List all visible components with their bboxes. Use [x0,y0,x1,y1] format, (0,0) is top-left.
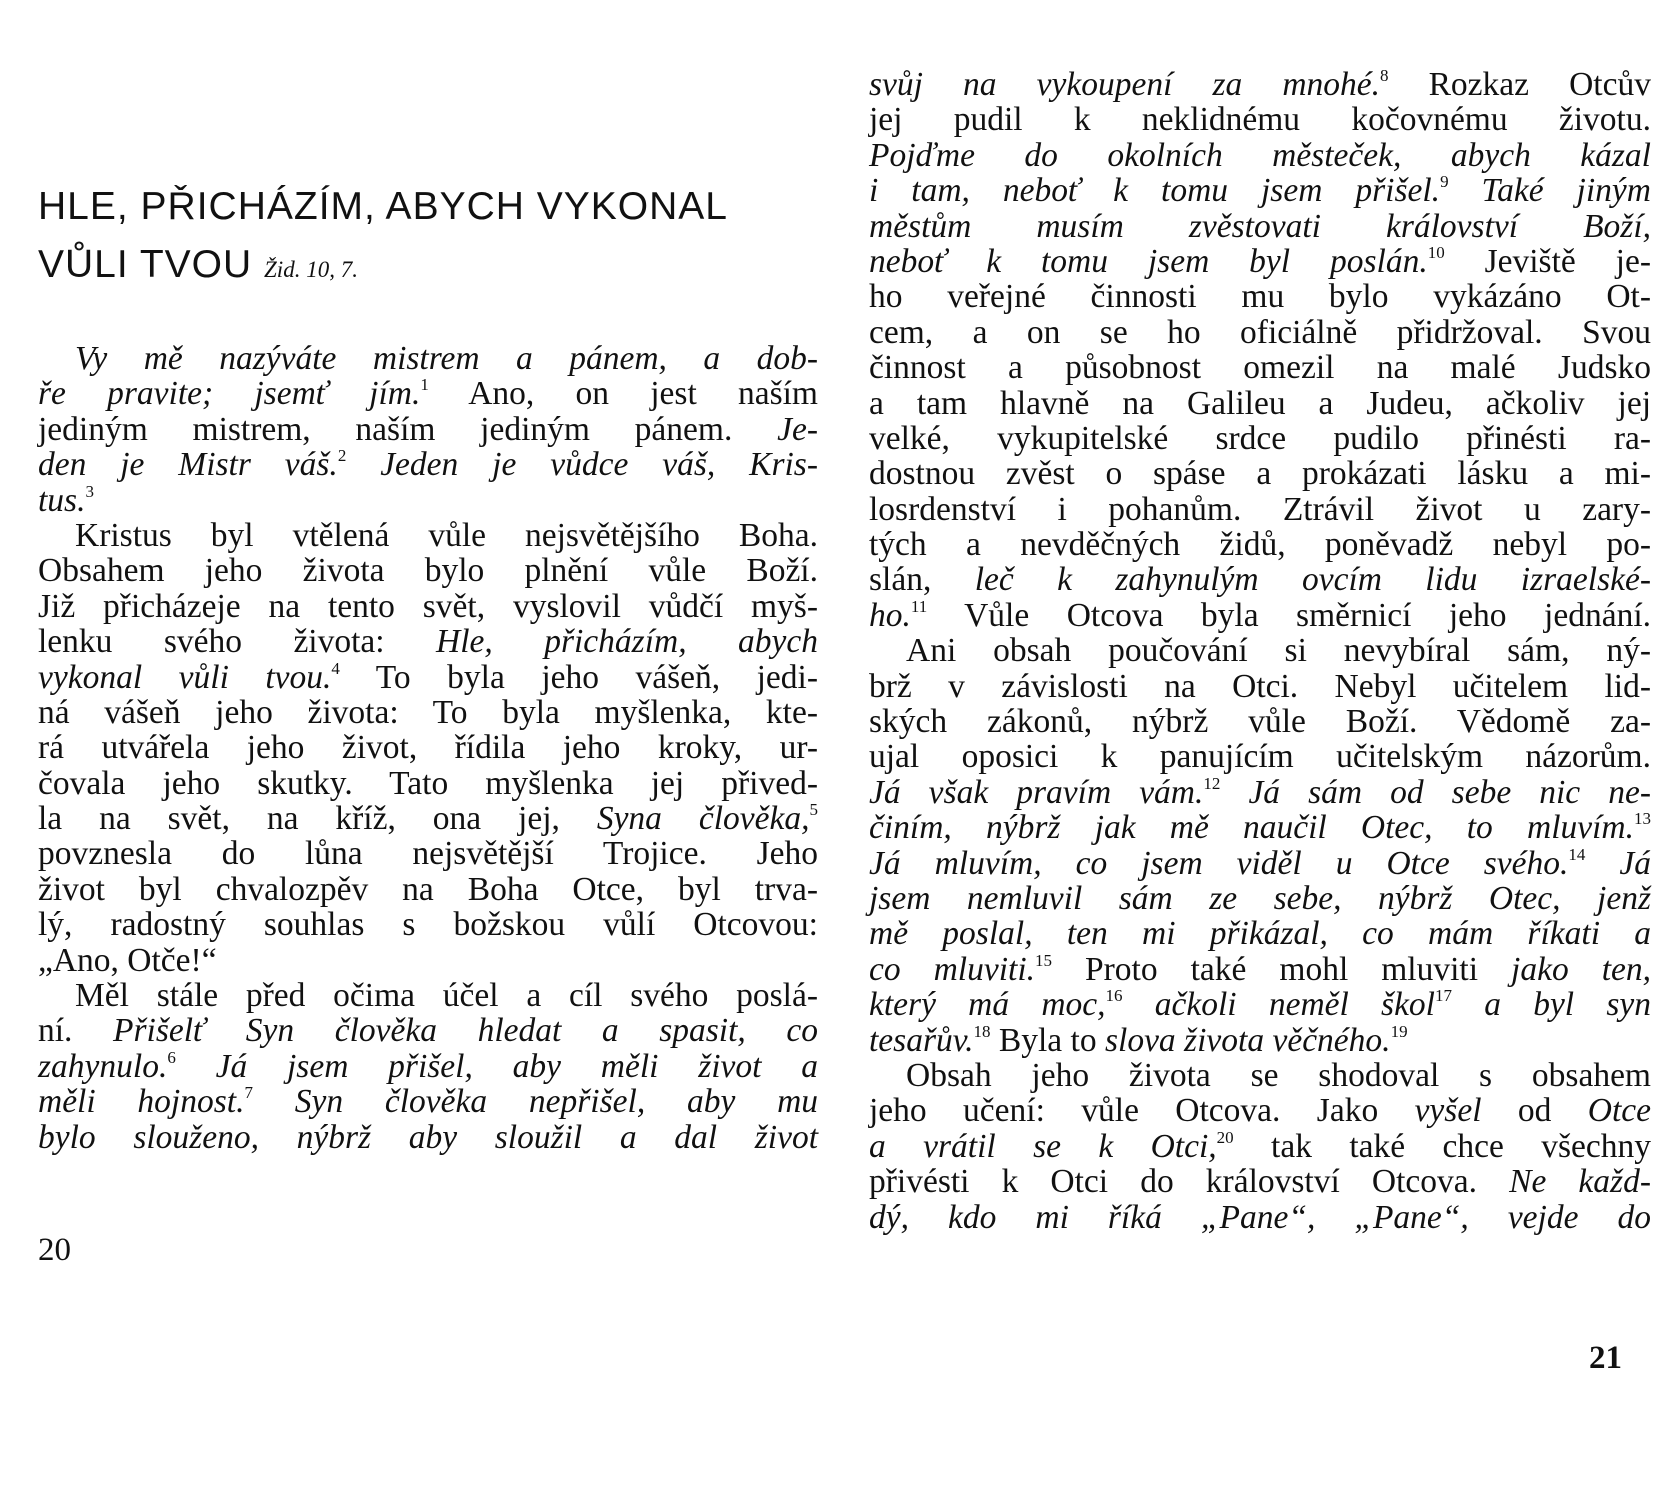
italic-text-run: i tam, neboť k tomu jsem přišel. [869,172,1441,210]
text-run: činnost a působnost omezil na malé Judsko [869,349,1651,387]
text-line [869,492,1651,527]
text-line [38,483,818,518]
italic-text-run: Já však pravím vám. [869,773,1204,811]
footnote-marker: 19 [1390,1021,1408,1041]
text-line [38,907,818,942]
footnote-marker: 6 [167,1047,176,1067]
text-line [869,704,1651,739]
text-line [38,1049,818,1084]
italic-text-run: neboť k tomu jsem byl poslán. [869,242,1428,280]
text-run: Ani obsah poučování si nevybíral sám, ný- [906,632,1651,670]
footnote-marker: 12 [1203,773,1221,793]
footnote-marker: 11 [910,596,928,616]
italic-text-run: měli hojnost. [38,1083,245,1121]
heading-line-2: VŮLI TVOU [38,243,253,286]
text-run: Obsah jeho života se shodoval s obsahem [906,1056,1651,1094]
italic-text-run: Vy mě nazýváte mistrem a pánem, a dob- [75,340,818,377]
text-run: Proto také mohl mluviti [1052,950,1512,988]
text-run: Obsahem jeho života bylo plnění vůle Boží. [38,552,818,590]
text-line [869,279,1651,314]
text-line [869,775,1651,810]
footnote-marker: 13 [1634,809,1651,829]
right-page [836,0,1672,1501]
text-run: brž v závislosti na Otci. Nebyl učitelem lid- [869,667,1651,705]
text-run: Ano, on jest naším [428,375,818,413]
italic-text-run: a byl syn [1452,986,1651,1024]
text-line [38,695,818,730]
text-line [38,1120,818,1155]
footnote-marker: 18 [973,1021,991,1041]
text-run: ná vášeň jeho života: To byla myšlenka, kte- [38,693,818,731]
italic-text-run: Také jiným [1448,172,1651,210]
text-line [869,739,1651,774]
text-line [869,67,1651,102]
italic-text-run: mě poslal, ten mi přikázal, co mám říkati a [869,915,1651,953]
italic-text-run: Já mluvím, co jsem viděl u Otce svého. [869,844,1569,882]
text-line [38,801,818,836]
text-run: a tam hlavně na Galileu a Judeu, ačkoliv jej [869,384,1651,422]
text-line [869,881,1651,916]
text-line [38,518,818,553]
text-run: ho veřejné činnosti mu bylo vykázáno Ot- [869,278,1651,316]
text-run: cem, a on se ho oficiálně přidržoval. Svou [869,313,1651,351]
italic-text-run: Syn člověka nepřišel, aby mu [252,1083,819,1121]
text-run: Již přicházeje na tento svět, vyslovil vůdčí myš- [38,587,818,625]
italic-text-run: Já [1585,844,1651,882]
text-line [869,527,1651,562]
italic-text-run: ho. [869,596,911,634]
text-run: jediným mistrem, naším jediným pánem. [38,410,778,448]
italic-text-run: který má moc, [869,986,1106,1024]
footnote-marker: 16 [1105,986,1123,1006]
italic-text-run: jako ten, [1511,950,1651,988]
italic-text-run: Já sám od sebe nic ne- [1220,773,1651,811]
text-run: To byla jeho vášeň, jedi- [339,658,818,696]
italic-text-run: Je- [777,410,818,448]
italic-text-run: Otce [1587,1092,1651,1130]
text-line [38,1013,818,1048]
text-run: la na svět, na kříž, ona jej, [38,800,597,838]
text-line [869,386,1651,421]
text-run: slán, [869,561,975,599]
text-line [869,669,1651,704]
italic-text-run: Pojďme do okolních městeček, abych kázal [869,136,1651,174]
italic-text-run: co mluviti. [869,950,1036,988]
text-run: lenku svého života: [38,623,437,661]
text-line [38,730,818,765]
footnote-marker: 5 [809,800,818,820]
footnote-marker: 1 [420,375,429,395]
text-line [869,1058,1651,1093]
text-line [869,350,1651,385]
text-line [869,209,1651,244]
text-run: lý, radostný souhlas s božskou vůlí Otcovou: [38,906,818,944]
chapter-heading [38,178,818,299]
text-line [869,562,1651,597]
footnote-marker: 7 [244,1083,253,1103]
italic-text-run: leč k zahynulým ovcím lidu izraelské- [974,561,1652,599]
text-line [38,341,818,376]
footnote-marker: 17 [1435,986,1452,1006]
text-line [38,943,818,978]
italic-text-run: ačkoli neměl škol [1122,986,1435,1024]
text-line [38,660,818,695]
text-line [869,952,1651,987]
italic-text-run: dý, kdo mi říká „Pane“, „Pane“, vejde do [869,1198,1651,1236]
text-line [38,553,818,588]
italic-text-run: ře pravite; jsemť jím. [38,375,421,413]
text-run: povznesla do lůna nejsvětější Trojice. Jeho [38,835,818,873]
text-run: jej pudil k neklidnému kočovnému životu. [869,101,1651,139]
text-run: „Ano, Otče!“ [38,941,217,979]
italic-text-run: Hle, přicházím, abych [436,623,818,661]
text-line [869,1093,1651,1128]
text-run: Kristus byl vtělená vůle nejsvětějšího Boha. [75,516,818,554]
italic-text-run: Já jsem přišel, aby měli život a [175,1047,818,1085]
text-line [38,1084,818,1119]
italic-text-run: vyšel [1414,1092,1482,1130]
page-number-right: 21 [1589,1340,1622,1376]
text-line [869,916,1651,951]
text-line [869,1023,1651,1058]
text-run: Měl stále před očima účel a cíl svého poslá- [75,977,818,1015]
text-run: čovala jeho skutky. Tato myšlenka jej přived- [38,764,818,802]
text-run: od [1481,1092,1588,1130]
page-number-left: 20 [38,1232,71,1268]
text-line [869,315,1651,350]
text-line [38,376,818,411]
text-line [38,836,818,871]
text-line [869,1200,1651,1235]
footnote-marker: 2 [337,446,347,466]
text-run: Byla to [990,1021,1105,1059]
text-line [869,244,1651,279]
text-line [38,412,818,447]
italic-text-run: den je Mistr váš. [38,446,338,484]
text-line [869,1164,1651,1199]
text-run: život byl chvalozpěv na Boha Otce, byl trva- [38,870,818,908]
text-line [869,1129,1651,1164]
italic-text-run: tesařův. [869,1021,974,1059]
text-line [869,633,1651,668]
footnote-marker: 20 [1216,1127,1234,1147]
italic-text-run: bylo slouženo, nýbrž aby sloužil a dal život [38,1118,818,1156]
italic-text-run: Přišelť Syn člověka hledat a spasit, co [113,1012,818,1050]
italic-text-run: Jeden je vůdce váš, Kris- [346,446,818,484]
text-line [869,173,1651,208]
text-line [38,624,818,659]
text-line [869,421,1651,456]
heading-scripture-reference: Žid. 10, 7. [264,257,358,282]
text-run: tak také chce všechny [1233,1127,1652,1165]
italic-text-run: městům musím zvěstovati království Boží, [869,207,1651,245]
text-run: dostnou zvěst o spáse a prokázati lásku a mi- [869,455,1651,493]
italic-text-run: svůj na vykoupení za mnohé. [869,66,1381,103]
text-run: přivésti k Otci do království Otcova. [869,1163,1510,1201]
italic-text-run: zahynulo. [38,1047,168,1085]
text-line [38,978,818,1013]
text-run: Rozkaz Otcův [1388,66,1651,103]
text-run: rá utvářela jeho život, řídila jeho kroky, ur- [38,729,818,767]
italic-text-run: tus. [38,481,86,519]
text-line [869,810,1651,845]
text-line [38,872,818,907]
text-line [869,987,1651,1022]
footnote-marker: 10 [1427,242,1445,262]
text-run: velké, vykupitelské srdce pudilo přinésti ra- [869,419,1651,457]
text-run: ní. [38,1012,114,1050]
footnote-marker: 15 [1035,950,1053,970]
footnote-marker: 3 [85,481,94,501]
text-line [869,456,1651,491]
text-run: ujal oposici k panujícím učitelským názorům. [869,738,1651,776]
text-run: tých a nevděčných židů, poněvadž nebyl po- [869,526,1651,564]
text-line [38,766,818,801]
right-text-column [869,67,1651,1235]
text-line [869,598,1651,633]
footnote-marker: 4 [331,658,340,678]
text-line [869,138,1651,173]
text-run: Jeviště je- [1444,242,1651,280]
italic-text-run: Ne každ- [1509,1163,1651,1201]
left-text-column [38,341,818,1155]
text-line [38,447,818,482]
italic-text-run: slova života věčného. [1104,1021,1391,1059]
text-line [869,102,1651,137]
text-run: jeho učení: vůle Otcova. Jako [869,1092,1415,1130]
heading-line-1: HLE, PŘICHÁZÍM, ABYCH VYKONAL [38,185,729,228]
text-run: ských zákonů, nýbrž vůle Boží. Vědomě za- [869,703,1651,741]
footnote-marker: 14 [1568,844,1586,864]
italic-text-run: Syna člověka, [596,800,810,838]
text-run: Vůle Otcova byla směrnicí jeho jednání. [927,596,1651,634]
text-line [38,589,818,624]
footnote-marker: 8 [1380,66,1389,85]
italic-text-run: jsem nemluvil sám ze sebe, nýbrž Otec, jenž [869,879,1651,917]
text-line [869,846,1651,881]
footnote-marker: 9 [1440,172,1449,192]
italic-text-run: vykonal vůli tvou. [38,658,332,696]
text-run: losrdenství i pohanům. Ztrávil život u zary- [869,490,1651,528]
italic-text-run: a vrátil se k Otci, [869,1127,1217,1165]
italic-text-run: činím, nýbrž jak mě naučil Otec, to mluvím. [869,809,1634,847]
